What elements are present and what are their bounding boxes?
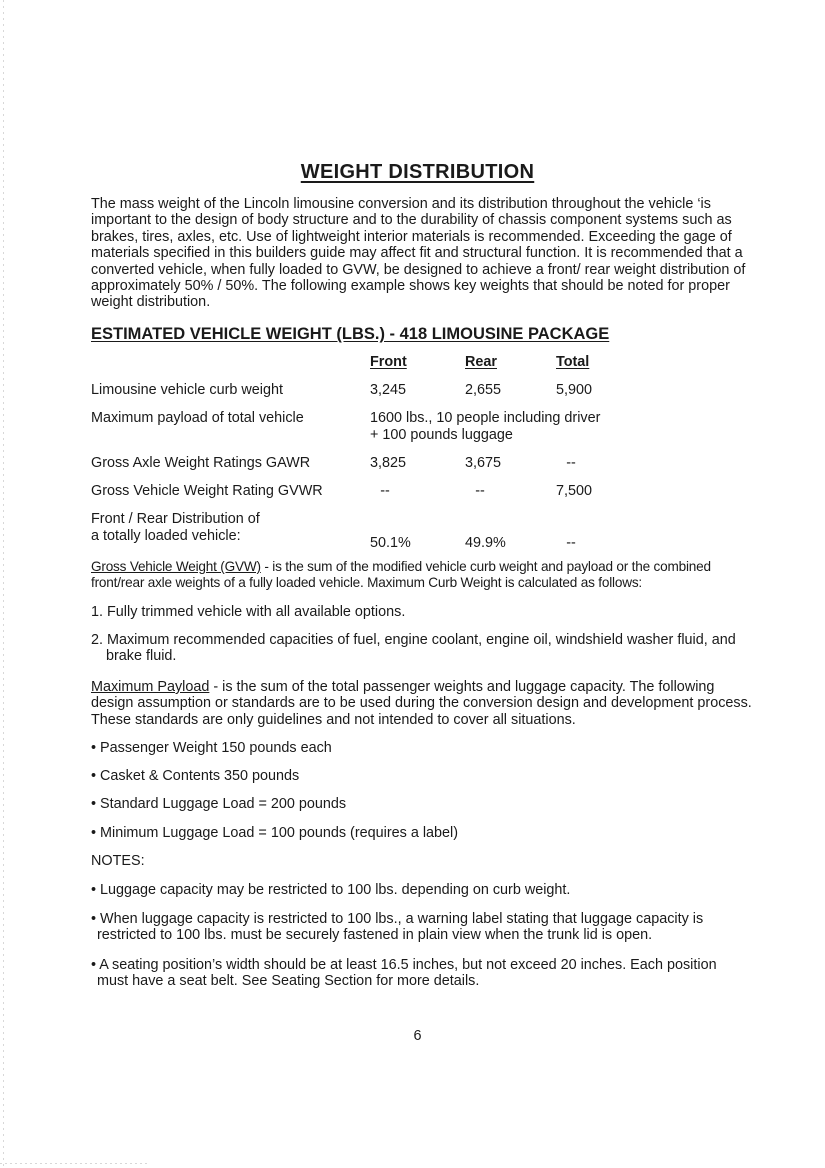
cell-front: 50.1%: [370, 534, 411, 551]
row-label: Gross Axle Weight Ratings GAWR: [91, 455, 311, 471]
cell-front: 3,245: [370, 382, 407, 398]
page-number: 6: [413, 1028, 422, 1044]
cell-front: --: [380, 483, 390, 499]
payload-definition: [91, 679, 753, 728]
page-title: WEIGHT DISTRIBUTION: [300, 161, 535, 183]
cell-payload-span: 1600 lbs., 10 people including driver + 100 pounds luggage: [370, 410, 601, 443]
table-row: [91, 511, 691, 553]
gvw-term: Gross Vehicle Weight (GVW): [91, 559, 261, 574]
section-heading: ESTIMATED VEHICLE WEIGHT (LBS.) - 418 LIMOUSINE PACKAGE: [91, 325, 610, 343]
cell-total: 7,500: [556, 483, 593, 499]
list-item: • Passenger Weight 150 pounds each: [91, 740, 332, 756]
weight-table: [91, 354, 691, 553]
cell-rear: 49.9%: [465, 534, 506, 551]
notes-label: NOTES:: [91, 853, 145, 869]
table-row: [91, 483, 691, 511]
note-item: • When luggage capacity is restricted to 100 lbs., a warning label stating that luggage capacity is restricted to 100 lbs. must be securely fastened in plain view when the trunk lid is open.: [91, 911, 704, 944]
table-row: [91, 382, 691, 410]
row-label: Front / Rear Distribution of a totally loaded vehicle:: [91, 511, 260, 544]
cell-rear: --: [475, 483, 485, 499]
note-item: • A seating position’s width should be at least 16.5 inches, but not exceed 20 inches. Each position must have a seat belt. See Seating Section for more details.: [91, 957, 717, 990]
row-label: Limousine vehicle curb weight: [91, 382, 283, 398]
cell-front: 3,825: [370, 455, 407, 471]
header-rear: Rear: [465, 354, 497, 370]
cell-total: 5,900: [556, 382, 593, 398]
list-item: • Casket & Contents 350 pounds: [91, 768, 300, 784]
list-item: • Standard Luggage Load = 200 pounds: [91, 796, 347, 812]
table-row: [91, 455, 691, 483]
table-row: [91, 410, 691, 455]
scan-edge-bottom: [0, 1163, 150, 1164]
list-item: 1. Fully trimmed vehicle with all available options.: [91, 604, 406, 620]
note-item: • Luggage capacity may be restricted to 100 lbs. depending on curb weight.: [91, 882, 571, 898]
cell-total: --: [566, 534, 576, 551]
list-item: 2. Maximum recommended capacities of fuel, engine coolant, engine oil, windshield washer fluid, and brake fluid.: [91, 632, 736, 665]
row-label: Maximum payload of total vehicle: [91, 410, 304, 426]
gvw-text: - is the sum of the modified vehicle curb weight and payload or the combined front/rear axle weights of a fully loaded vehicle. Maximum Curb Weight is calculated as follows:: [91, 559, 711, 591]
table-header-blank: [91, 354, 370, 382]
gvw-definition: [91, 559, 751, 592]
intro-paragraph: The mass weight of the Lincoln limousine conversion and its distribution throughout the vehicle ‘is important to the design of body structure and to the durability of chassis component systems such as brakes, tires, axles, etc. Use of lightweight interior materials is recommended. Exceeding the gage of materials specified in this builders guide may affect fit and structural function. It is recommended that a converted vehicle, when fully loaded to GVW, be designed to achieve a front/ rear weight distribution of approximately 50% / 50%. The following example shows key weights that should be noted for proper weight distribution.: [91, 196, 746, 311]
payload-text: - is the sum of the total passenger weights and luggage capacity. The following design assumption or standards are to be used during the conversion design and development process. These standards are only guidelines and not intended to cover all situations.: [91, 679, 752, 728]
cell-rear: 3,675: [465, 455, 502, 471]
list-item: • Minimum Luggage Load = 100 pounds (requires a label): [91, 825, 459, 841]
header-front: Front: [370, 354, 407, 370]
cell-rear: 2,655: [465, 382, 502, 398]
payload-term: Maximum Payload: [91, 679, 210, 695]
header-total: Total: [556, 354, 590, 370]
table-header-row: [91, 354, 691, 382]
row-label: Gross Vehicle Weight Rating GVWR: [91, 483, 323, 499]
cell-total: --: [566, 455, 576, 471]
